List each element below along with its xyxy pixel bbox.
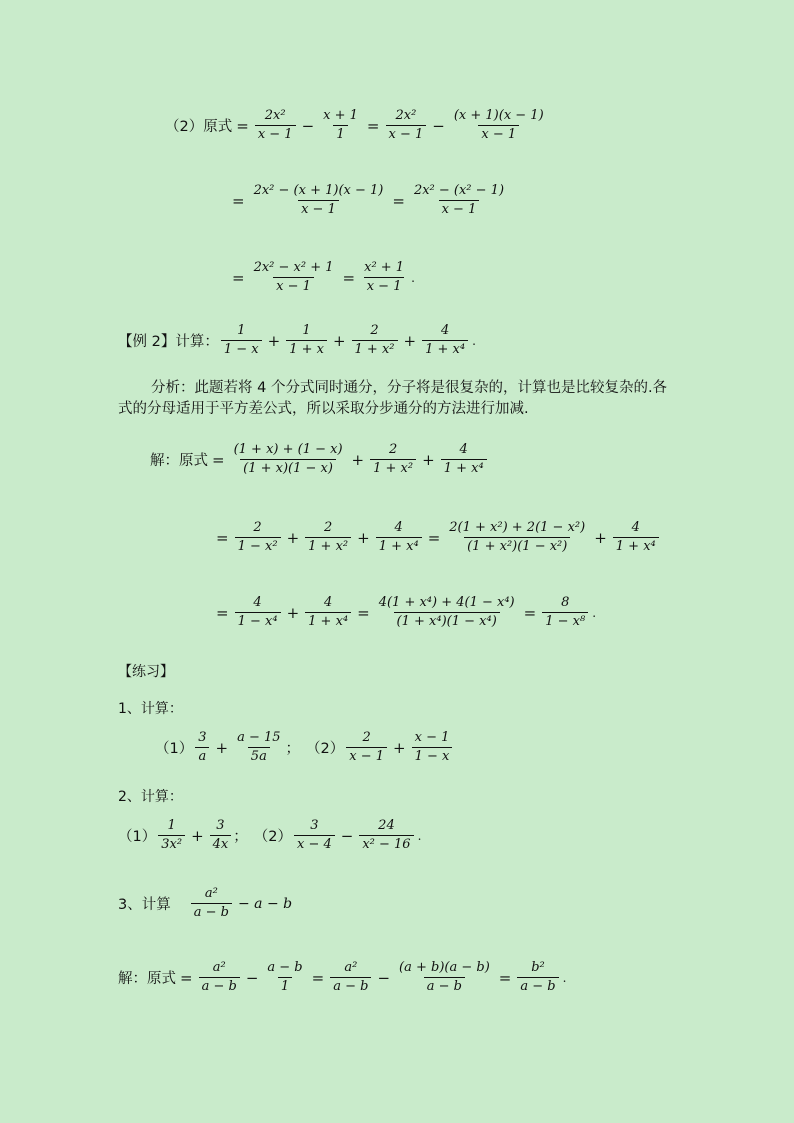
equals-sign: =	[523, 603, 537, 622]
period: .	[472, 333, 476, 348]
fraction: $\frac{1}{1 + x}$	[286, 323, 327, 359]
analysis-paragraph: 分析：此题若将 4 个分式同时通分，分子将是很复杂的，计算也是比较复杂的.各式的分母适用于平方差公式，所以采取分步通分的方法进行加减.	[118, 380, 668, 417]
example-label: 【例 2】计算：	[118, 334, 219, 351]
question-2-items	[118, 818, 421, 854]
solution-line-3	[212, 595, 596, 631]
question-1-items	[155, 730, 454, 766]
fraction: $\frac{\text{a²}}{a - b}$	[191, 886, 232, 922]
fraction: $\frac{4}{\text{1 + x⁴}}$	[422, 323, 468, 359]
question-1-title: 1、计算：	[118, 701, 183, 717]
plus-sign: +	[332, 331, 346, 350]
minus-sign: −	[432, 116, 445, 135]
minus-sign: −	[301, 116, 315, 135]
fraction: $\frac{3}{a}$	[195, 730, 209, 766]
equation-label: （2）原式	[165, 119, 233, 136]
fraction: $\frac{4}{\text{1 + x⁴}}$	[376, 520, 422, 556]
plus-sign: +	[267, 331, 281, 350]
fraction: $\frac{3}{4x}$	[210, 818, 232, 854]
solution-line-4	[118, 960, 566, 996]
fraction: $\frac{a - b}{1}$	[267, 960, 303, 995]
fraction: $\frac{1}{1 - x}$	[221, 323, 262, 359]
equals-sign: =	[342, 268, 356, 287]
plus-sign: +	[422, 450, 435, 469]
equals-sign: =	[216, 603, 229, 622]
equals-sign: =	[236, 116, 249, 135]
fraction: $\frac{\text{2x² − (x + 1)(x − 1)}}{x - 1}$	[253, 183, 384, 218]
separator: ；	[285, 741, 301, 758]
equals-sign: =	[180, 968, 193, 987]
fraction: $\frac{x - 1}{1 - x}$	[412, 730, 453, 766]
fraction: $\frac{(x + 1)(x - 1)}{x - 1}$	[453, 108, 544, 143]
expression-tail: − a − b	[237, 895, 293, 912]
solution-label: 解：原式	[150, 453, 208, 470]
fraction: $\frac{\text{x² + 1}}{x - 1}$	[364, 260, 405, 295]
fraction: $\frac{24}{\text{x² − 16}}$	[359, 818, 413, 854]
period: .	[592, 605, 597, 620]
question-2-title: 2、计算：	[118, 789, 183, 805]
fraction: $\frac{\text{b²}}{a - b}$	[517, 960, 558, 996]
equals-sign: =	[216, 528, 229, 547]
fraction: $\frac{\text{2x²}}{x - 1}$	[386, 108, 427, 144]
fraction: $\frac{2}{x - 1}$	[346, 730, 387, 766]
fraction: $\frac{\text{2(1 + x²) + 2(1 − x²)}}{\text{(1 + x²)(1 − x²)}}$	[449, 520, 586, 555]
fraction: $\frac{(a + b)(a - b)}{a - b}$	[399, 960, 490, 995]
equation-line-3	[228, 260, 415, 296]
plus-sign: +	[393, 738, 406, 757]
equation-line-1	[165, 108, 549, 144]
equals-sign: =	[392, 191, 405, 210]
fraction: $\frac{(1 + x) + (1 - x)}{(1 + x)(1 - x)}$	[233, 442, 343, 477]
fraction: $\frac{3}{x - 4}$	[294, 818, 335, 854]
equals-sign: =	[366, 116, 380, 135]
plus-sign: +	[357, 528, 370, 547]
fraction: $\frac{4}{\text{1 + x⁴}}$	[613, 520, 659, 556]
plus-sign: +	[351, 450, 365, 469]
fraction: $\frac{8}{\text{1 − x⁸}}$	[542, 595, 588, 631]
fraction: $\frac{\text{a²}}{a - b}$	[199, 960, 240, 996]
fraction: $\frac{4}{\text{1 − x⁴}}$	[235, 595, 281, 631]
question-3	[118, 886, 296, 922]
plus-sign: +	[286, 603, 300, 622]
fraction: $\frac{4}{\text{1 + x⁴}}$	[441, 442, 487, 478]
equals-sign: =	[498, 968, 512, 987]
fraction: $\frac{\text{4(1 + x⁴) + 4(1 − x⁴)}}{\text{(1 + x⁴)(1 − x⁴)}}$	[378, 595, 515, 630]
minus-sign: −	[340, 826, 354, 845]
equals-sign: =	[427, 528, 441, 547]
equals-sign: =	[212, 450, 225, 469]
plus-sign: +	[594, 528, 607, 547]
minus-sign: −	[245, 968, 259, 987]
fraction: $\frac{x + 1}{1}$	[323, 108, 358, 143]
period: .	[562, 970, 567, 985]
solution-line-1	[150, 442, 489, 478]
equation-line-2	[228, 183, 509, 219]
item-label: （1）	[155, 741, 194, 758]
fraction: $\frac{1}{\text{3x²}}$	[158, 818, 185, 854]
equals-sign: =	[232, 268, 245, 287]
example-2-line	[118, 323, 476, 359]
fraction: $\frac{4}{\text{1 + x⁴}}$	[305, 595, 351, 631]
fraction: $\frac{2}{\text{1 − x²}}$	[235, 520, 281, 556]
plus-sign: +	[191, 826, 204, 845]
plus-sign: +	[403, 331, 417, 350]
fraction: $\frac{2}{\text{1 + x²}}$	[370, 442, 416, 478]
solution-label: 解：原式	[118, 971, 176, 988]
fraction: $\frac{a - 15}{5a}$	[237, 730, 281, 765]
practice-heading: 【练习】	[118, 664, 174, 680]
plus-sign: +	[286, 528, 300, 547]
fraction: $\frac{\text{2x² − (x² − 1)}}{x - 1}$	[413, 183, 505, 218]
fraction: $\frac{\text{2x² − x² + 1}}{x - 1}$	[253, 260, 334, 295]
item-label: （1）	[118, 829, 157, 846]
question-3-title: 3、计算	[118, 897, 171, 914]
solution-line-2	[212, 520, 661, 556]
plus-sign: +	[215, 738, 229, 757]
period: .	[411, 270, 415, 285]
fraction: $\frac{2}{\text{1 + x²}}$	[352, 323, 398, 359]
item-label: （2）	[306, 741, 345, 758]
fraction: $\frac{2}{\text{1 + x²}}$	[305, 520, 351, 556]
separator: ；	[233, 829, 248, 846]
item-label: （2）	[253, 829, 292, 846]
equals-sign: =	[357, 603, 370, 622]
equals-sign: =	[232, 191, 245, 210]
fraction: $\frac{\text{2x²}}{x - 1}$	[255, 108, 296, 144]
equals-sign: =	[311, 968, 325, 987]
minus-sign: −	[377, 968, 391, 987]
fraction: $\frac{\text{a²}}{a - b}$	[330, 960, 371, 996]
period: .	[417, 828, 422, 843]
